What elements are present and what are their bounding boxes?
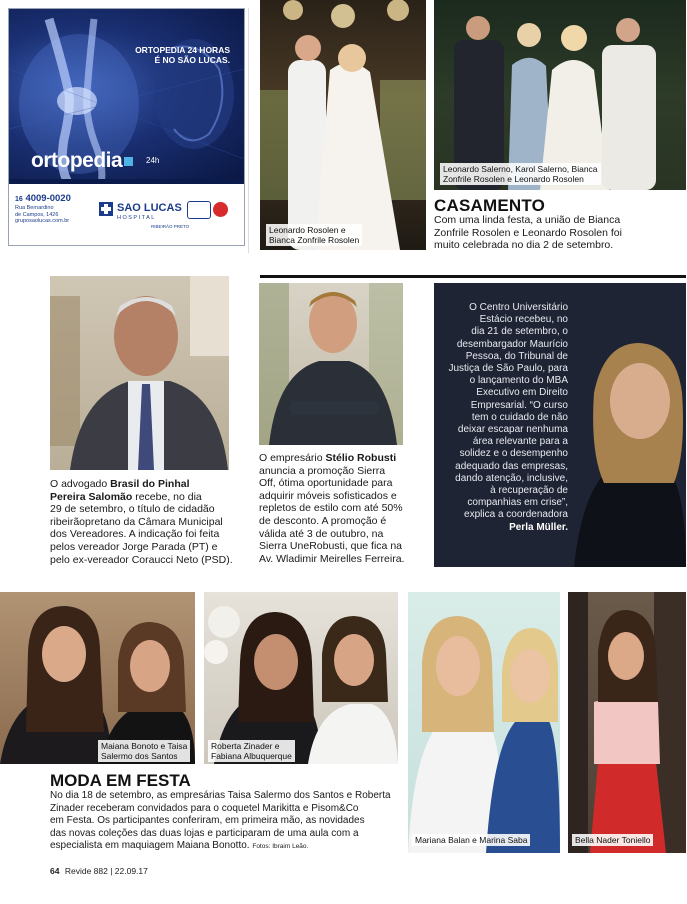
hospital-cross-icon	[99, 202, 113, 216]
stelio-text: O empresário Stélio Robusti anuncia a promoção Sierra Off, ótima oportunidade para adquirir móveis sofisticados e repletos de estilo com até 50% de desconto. A promoção é válida até 3 de outubro, na Sierra UneRobusti, que fica na Av. Wladimir Meirelles Ferreira.	[259, 452, 405, 565]
section-rule	[260, 275, 686, 278]
page-number: 64	[50, 866, 60, 876]
stelio-photo	[259, 283, 403, 445]
moda-caption-4: Bella Nader Toniello	[572, 834, 653, 846]
moda-caption-1: Maiana Bonoto e Taisa Salermo dos Santos	[98, 740, 190, 762]
brasil-text: O advogado Brasil do Pinhal Pereira Salomão recebe, no dia 29 de setembro, o título de cidadão ribeirãopretano da Câmara Municipal dos Vereadores. A indicação foi feita pelos vereador Jorge Parada (PT) e pelo ex-vereador Coraucci Neto (PSD).	[50, 478, 233, 566]
brasil-photo	[50, 276, 229, 470]
estacio-text: O Centro Universitário Estácio recebeu, no dia 21 de setembro, o desembargador Maurício Pessoa, do Tribunal de Justiça de São Paulo, para o lançamento do MBA Executivo em Direito Empresarial. “O curso tem o cuidado de não deixar escapar nenhuma área relevante para a solidez e o desempenho adequado das empresas, dando atenção, inclusive, à recuperação de companhias em crise”, explica a coordenadora Perla Müller.	[448, 302, 568, 533]
casamento-text: Com uma linda festa, a união de Bianca Zonfrile Rosolen e Leonardo Rosolen foi muito celebrada no dia 2 de setembro.	[434, 214, 622, 252]
hospital-name: SAO LUCAS	[117, 202, 182, 214]
cross-icon	[124, 157, 133, 166]
hospital-city: RIBEIRÃO PRETO	[151, 224, 190, 229]
ad-claim: ORTOPEDIA 24 HORAS É NO SÃO LUCAS.	[135, 45, 230, 65]
ortopedia-ad[interactable]	[8, 8, 245, 246]
wedding-photo-couple	[260, 0, 426, 250]
caption-group: Leonardo Salerno, Karol Salerno, Bianca Zonfrile Rosolen e Leonardo Rosolen	[440, 163, 601, 185]
moda-photo-4	[568, 592, 686, 853]
ad-address: Rua Bernardino de Campos, 1426 gruposaolucas.com.br	[15, 205, 70, 224]
casamento-title: CASAMENTO	[434, 196, 546, 215]
red-seal-icon	[213, 202, 228, 217]
moda-title: MODA EM FESTA	[50, 771, 191, 790]
ortopedia-logo: ortopedia	[31, 149, 133, 173]
moda-caption-3: Mariana Balan e Marina Saba	[412, 834, 530, 846]
photo-credit: Fotos: Ibraim Leão.	[252, 843, 309, 851]
moda-photo-3	[408, 592, 560, 853]
column-divider	[248, 8, 249, 253]
accreditation-seal-icon	[187, 201, 211, 219]
hospital-sub: HOSPITAL	[117, 215, 156, 221]
caption-couple: Leonardo Rosolen e Bianca Zonfrile Rosolen	[266, 224, 362, 246]
page-footer	[50, 866, 148, 876]
moda-photo-2	[204, 592, 398, 764]
wedding-photo-group	[434, 0, 686, 190]
moda-photo-1	[0, 592, 195, 764]
moda-caption-2: Roberta Zinader e Fabiana Albuquerque	[208, 740, 295, 762]
moda-text: No dia 18 de setembro, as empresárias Taisa Salermo dos Santos e Roberta Zinader receberam convidados para o coquetel Marikitta e Pisom&Co em Festa. Os participantes conferiram, em primeira mão, as novidades das novas coleções das duas lojas e participaram de uma aula com a especialista em maquiagem Maiana Bonotto. Fotos: Ibraim Leão.	[50, 790, 391, 852]
ad-contact-strip	[9, 184, 244, 245]
ad-24h-label: 24h	[146, 156, 160, 165]
ad-phone[interactable]: 16 4009-0020	[15, 193, 71, 204]
magazine-issue: Revide 882 | 22.09.17	[64, 866, 148, 876]
